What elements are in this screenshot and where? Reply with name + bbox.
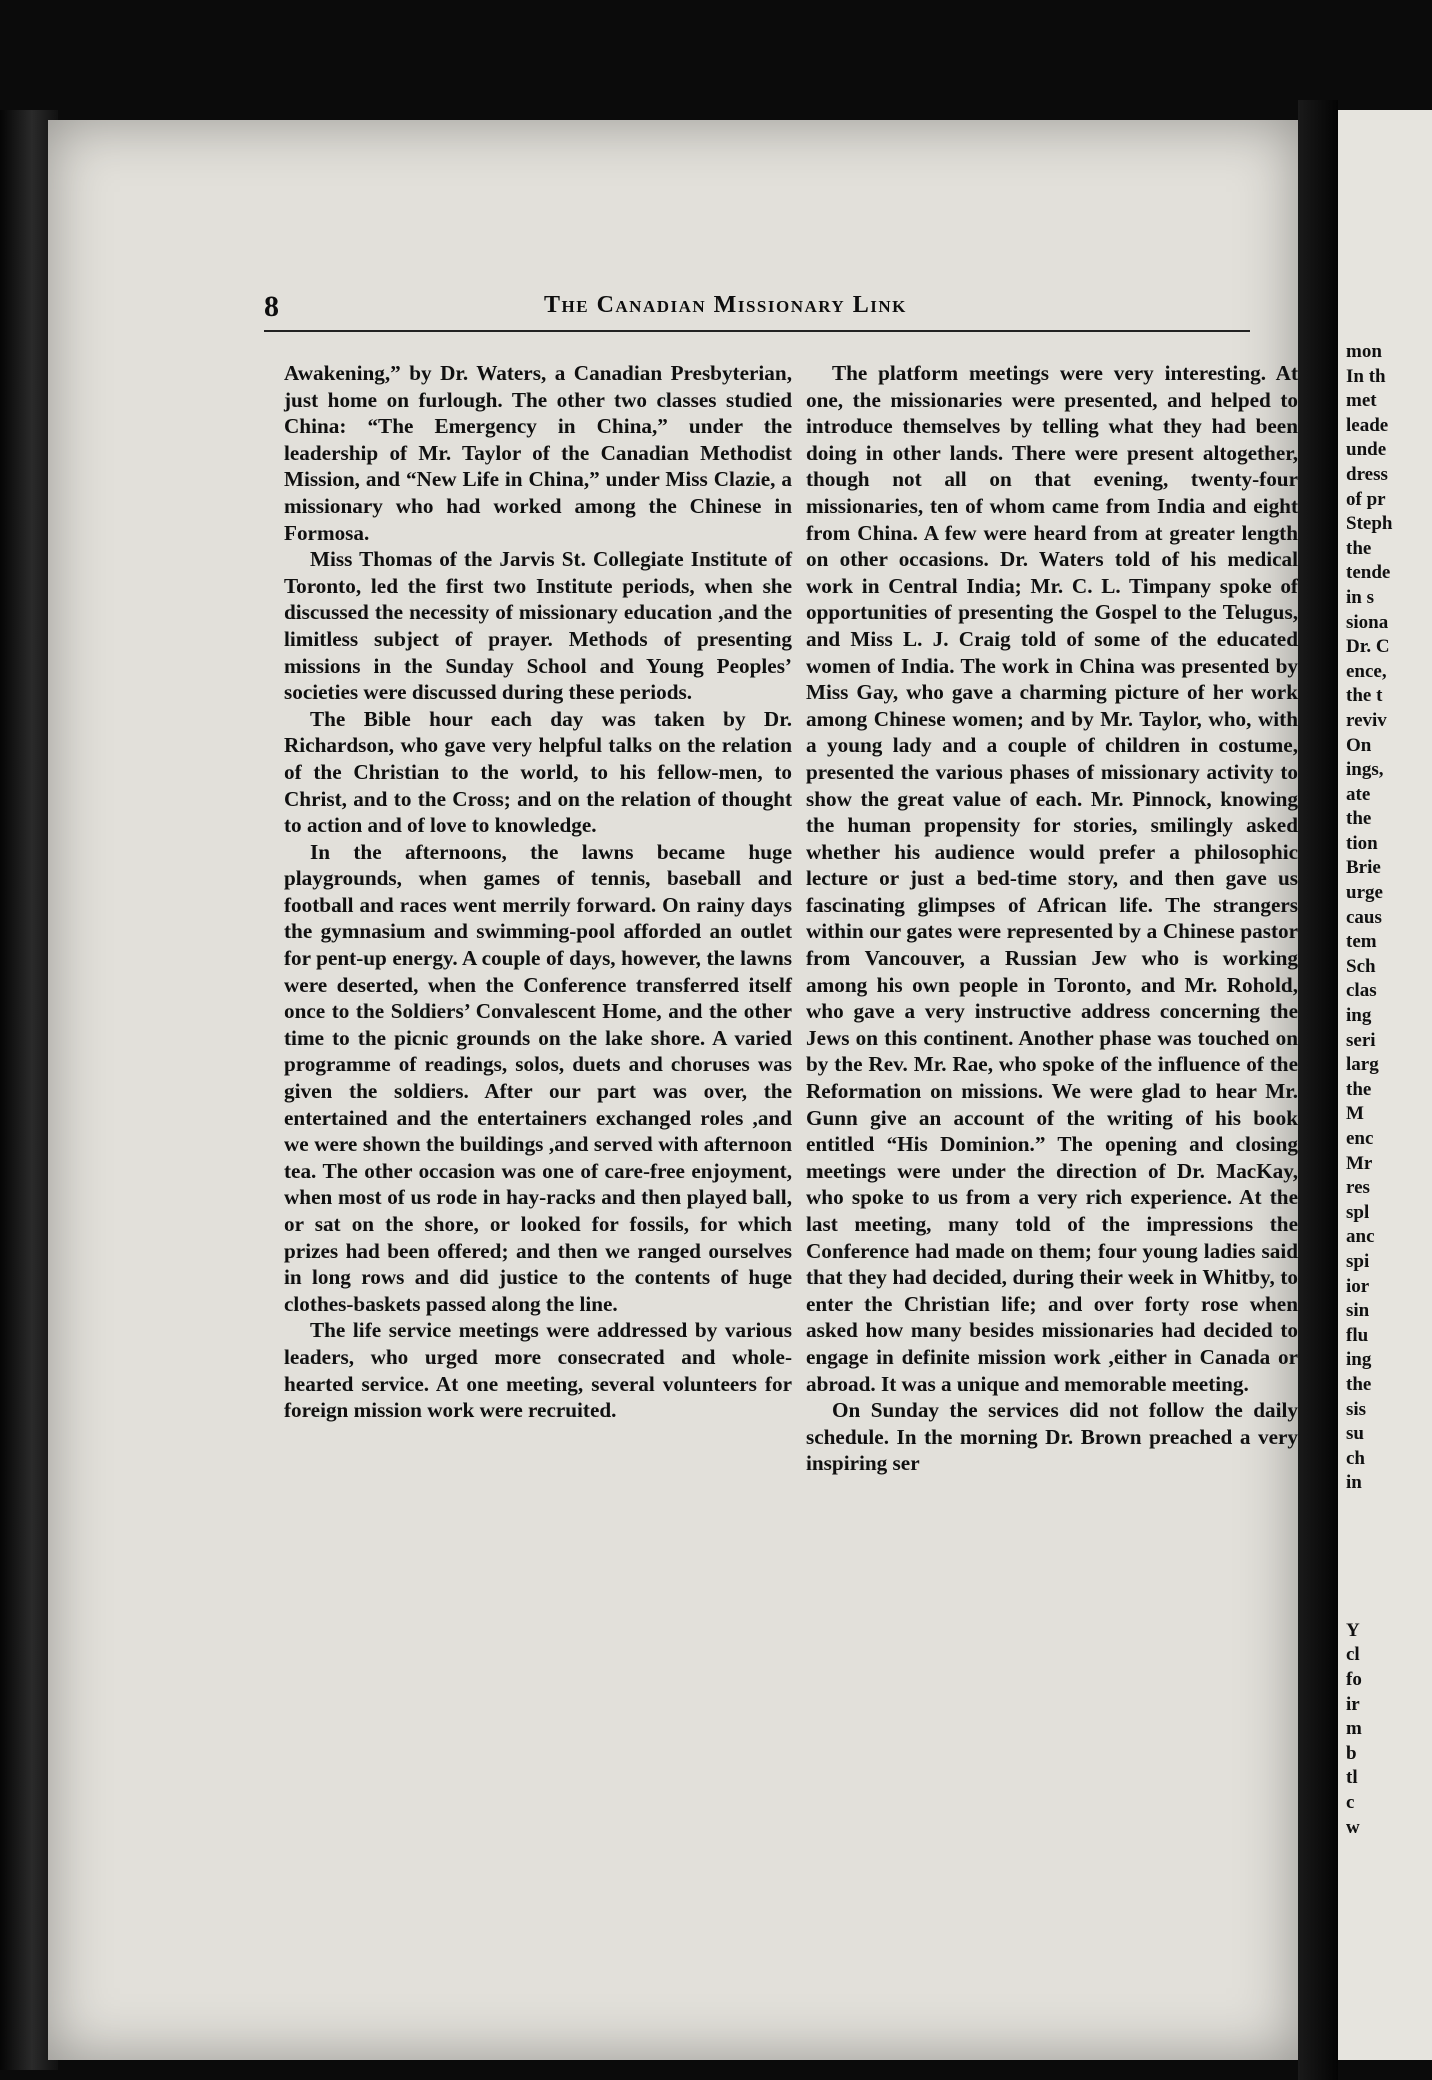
adjacent-page-line: ch	[1346, 1447, 1365, 1469]
adjacent-page-line: larg	[1346, 1054, 1379, 1076]
adjacent-page-line: Y	[1346, 1619, 1360, 1641]
adjacent-page-line: the t	[1346, 685, 1383, 707]
adjacent-page-line: the	[1346, 808, 1372, 830]
adjacent-page-line: tem	[1346, 931, 1377, 953]
adjacent-page-line: Steph	[1346, 513, 1393, 535]
adjacent-page-line: leade	[1346, 414, 1389, 436]
adjacent-page-text	[1346, 340, 1432, 1840]
adjacent-page-line: seri	[1346, 1029, 1376, 1051]
paragraph: On Sunday the services did not follow the daily schedule. In the morning Dr. Brown preached a very inspiring ser	[806, 1398, 1298, 1476]
adjacent-page-line: ence,	[1346, 660, 1387, 682]
adjacent-page-line: reviv	[1346, 709, 1387, 731]
adjacent-page-line: In th	[1346, 365, 1386, 387]
adjacent-page-line: the	[1346, 1373, 1372, 1395]
adjacent-page-line: ior	[1346, 1275, 1370, 1297]
page-number: 8	[264, 290, 279, 323]
adjacent-page-line: su	[1346, 1423, 1364, 1445]
adjacent-page-line: spi	[1346, 1250, 1370, 1272]
adjacent-page-line: fo	[1346, 1669, 1362, 1691]
adjacent-page-line: ings,	[1346, 759, 1384, 781]
adjacent-page-line: On	[1346, 734, 1372, 756]
adjacent-page-line: sis	[1346, 1398, 1367, 1420]
adjacent-page-line: Mr	[1346, 1152, 1373, 1174]
right-column	[806, 360, 1298, 1477]
adjacent-page-line: ing	[1346, 1349, 1372, 1371]
adjacent-page-line: anc	[1346, 1226, 1375, 1248]
adjacent-page-line: caus	[1346, 906, 1382, 928]
running-title: The Canadian Missionary Link	[544, 292, 907, 318]
adjacent-page-line: tende	[1346, 562, 1391, 584]
adjacent-page-line: ir	[1346, 1693, 1360, 1715]
adjacent-page-line: sin	[1346, 1300, 1370, 1322]
page-header	[264, 290, 1254, 330]
left-column	[284, 360, 792, 1424]
adjacent-page-line: Dr. C	[1346, 636, 1390, 658]
adjacent-page-line: flu	[1346, 1324, 1369, 1346]
adjacent-page-line: Sch	[1346, 955, 1376, 977]
adjacent-page-line: in s	[1346, 586, 1374, 608]
adjacent-page-line	[1346, 1521, 1432, 1546]
adjacent-page-edge	[1338, 110, 1432, 2060]
adjacent-page-line: mon	[1346, 341, 1382, 362]
adjacent-page-line: ate	[1346, 783, 1371, 805]
adjacent-page-line: siona	[1346, 611, 1389, 633]
adjacent-page-line: b	[1346, 1742, 1357, 1764]
paragraph: Miss Thomas of the Jarvis St. Collegiate Institute of Toronto, led the first two Institute periods, when she discussed the necessity of missionary education ,and the limitless subject of prayer. Methods of presenting missions in the Sunday School and Young Peoples’ societies were discussed during these periods.	[284, 547, 792, 705]
paragraph: The Bible hour each day was taken by Dr. Richardson, who gave very helpful talks on the relation of the Christian to the world, to his fellow-men, to Christ, and to the Cross; and on the relation of thought to action and of love to knowledge.	[284, 706, 792, 838]
adjacent-page-line: unde	[1346, 439, 1387, 461]
adjacent-page-line	[1346, 1570, 1432, 1595]
header-rule	[264, 330, 1250, 332]
adjacent-page-line: spl	[1346, 1201, 1370, 1223]
paragraph: Awakening,” by Dr. Waters, a Canadian Presbyterian, just home on furlough. The other two classes studied China: “The Emergency in China,” under the leadership of Mr. Taylor of the Canadian Methodist Mission, and “New Life in China,” under Miss Clazie, a missionary who had worked among the Chinese in Formosa.	[284, 361, 792, 545]
adjacent-page-line: w	[1346, 1816, 1360, 1838]
adjacent-page-line: tl	[1346, 1767, 1358, 1789]
adjacent-page-line: the	[1346, 1078, 1372, 1100]
adjacent-page-line: in	[1346, 1472, 1362, 1494]
adjacent-page-line	[1346, 1545, 1432, 1570]
paragraph: The life service meetings were addressed by various leaders, who urged more consecrated and whole-hearted service. At one meeting, several volunteers for foreign mission work were recruited.	[284, 1318, 792, 1423]
adjacent-page-line	[1346, 1594, 1432, 1619]
adjacent-page-line: of pr	[1346, 488, 1386, 510]
adjacent-page-line: Brie	[1346, 857, 1381, 879]
adjacent-page-line: m	[1346, 1718, 1362, 1740]
adjacent-page-line: clas	[1346, 980, 1377, 1002]
paragraph: In the afternoons, the lawns became huge playgrounds, when games of tennis, baseball and football and races went merrily forward. On rainy days the gymnasium and swimming-pool afforded an outlet for pent-up energy. A couple of days, however, the lawns were deserted, when the Conference transferred itself once to the Soldiers’ Convalescent Home, and the other time to the picnic grounds on the lake shore. A varied programme of readings, solos, duets and choruses was given the soldiers. After our part was over, the entertained and the entertainers exchanged roles ,and we were shown the buildings ,and served with afternoon tea. The other occasion was one of care-free enjoyment, when most of us rode in hay-racks and then played ball, or sat on the shore, or looked for fossils, for which prizes had been offered; and then we ranged ourselves in long rows and did justice to the contents of huge clothes-baskets passed along the line.	[284, 839, 792, 1316]
adjacent-page-line: cl	[1346, 1644, 1360, 1666]
adjacent-page-line: dress	[1346, 463, 1388, 485]
adjacent-page-line: c	[1346, 1792, 1355, 1814]
adjacent-page-line: M	[1346, 1103, 1364, 1125]
adjacent-page-line: enc	[1346, 1128, 1374, 1149]
adjacent-page-line: the	[1346, 537, 1372, 559]
adjacent-page-line	[1346, 1496, 1432, 1521]
adjacent-page-line: tion	[1346, 832, 1378, 854]
binding-gutter	[1298, 100, 1338, 2080]
paragraph: The platform meetings were very interesting. At one, the missionaries were presented, and helped to introduce themselves by telling what they had been doing in other lands. There were present altogether, though not all on that evening, twenty-four missionaries, ten of whom came from India and eight from China. A few were heard from at greater length on other occasions. Dr. Waters told of his medical work in Central India; Mr. C. L. Timpany spoke of opportunities of presenting the Gospel to the Telugus, and Miss L. J. Craig told of some of the educated women of India. The work in China was presented by Miss Gay, who gave a charming picture of her work among Chinese women; and by Mr. Taylor, who, with a young lady and a couple of children in costume, presented the various phases of missionary activity to show the great value of each. Mr. Pinnock, knowing the human propensity for stories, smilingly asked whether his audience would prefer a philosophic lecture or just a bed-time story, and then gave us fascinating glimpses of African life. The strangers within our gates were represented by a Chinese pastor from Vancouver, a Russian Jew who is working among his own people in Toronto, and Mr. Rohold, who gave a very instructive address concerning the Jews on this continent. Another phase was touched on by the Rev. Mr. Rae, who spoke of the influence of the Reformation on missions. We were glad to hear Mr. Gunn give an account of the writing of his book entitled “His Dominion.” The opening and closing meetings were under the direction of Dr. MacKay, who spoke to us from a very rich experience. At the last meeting, many told of the impressions the Conference had made on them; four young ladies said that they had decided, during their week in Whitby, to enter the Christian life; and over forty rose when asked how many besides missionaries had decided to engage in definite mission work ,either in Canada or abroad. It was a unique and memorable meeting.	[806, 361, 1298, 1396]
adjacent-page-line: ing	[1346, 1005, 1372, 1027]
adjacent-page-line: urge	[1346, 882, 1383, 904]
adjacent-page-line: res	[1346, 1177, 1370, 1199]
adjacent-page-line: met	[1346, 390, 1377, 412]
